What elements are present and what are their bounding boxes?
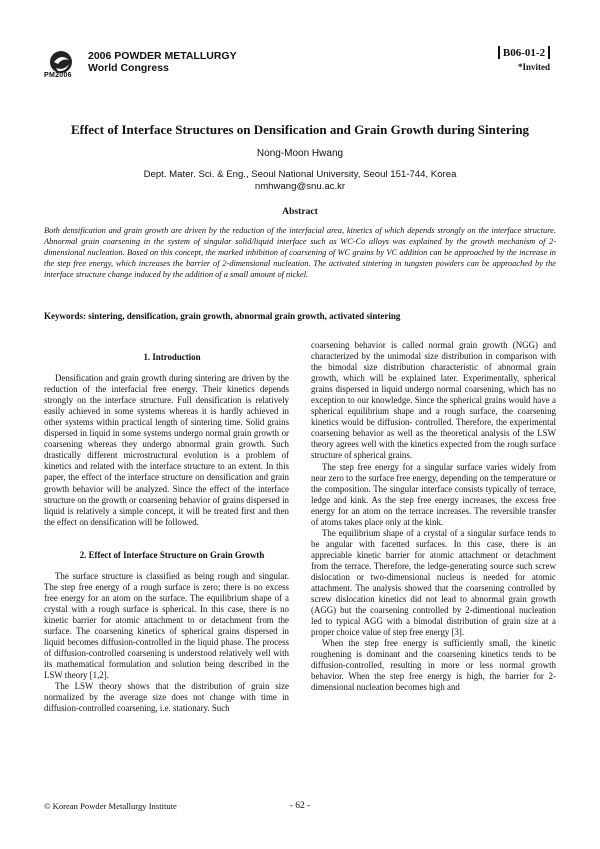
keywords: Keywords: sintering, densification, grain growth, abnormal grain growth, activated sintering xyxy=(44,311,401,321)
paper-code-text: B06-01-2 xyxy=(502,46,546,59)
code-bar-right xyxy=(548,46,550,59)
right-column xyxy=(311,340,556,694)
right-paragraph-2: The step free energy for a singular surface varies widely from near zero to the surface free energy, depending on the temperature or the composition. The singular interface consists typically of terrace, ledge and kink. As the step free energy increases, the excess free energy for an atom on the terrace increases. The reversible transfer of atoms takes place only at the kink. xyxy=(311,461,556,527)
right-paragraph-4: When the step free energy is sufficiently small, the kinetic roughening is dominant and the coarsening kinetics tends to be diffusion-controlled, resulting in more or less normal growth behavior. When the step free energy is high, the barrier for 2-dimensional nucleation becomes high and xyxy=(311,638,556,693)
author-email: nmhwang@snu.ac.kr xyxy=(254,181,346,192)
left-column xyxy=(44,340,289,714)
affiliation-block xyxy=(0,169,600,193)
section-heading-grain-growth: 2. Effect of Interface Structure on Grain Growth xyxy=(79,549,265,560)
author-name: Nong-Moon Hwang xyxy=(256,148,344,159)
intro-paragraph: Densification and grain growth during sintering are driven by the reduction of the interfacial free energy. Their kinetics depends strongly on the interface structure. Full densification is relatively easily achieved in some systems whereas it is hardly achieved in other systems within practical length of sintering time. Solid grains dispersed in liquid in some systems undergo normal grain growth or coarsening whereas they undergo abnormal grain growth. Such drastically different microstructural evolution is a problem of kinetics and related with the interface structure to an extent. In this paper, the effect of the interface structure on densification and grain growth behavior will be analyzed. Since the effect of the interface structure on the growth or coarsening behavior of grains dispersed in liquid is relatively a simple concept, it will be treated first and then the effect on densification will be followed. xyxy=(44,373,289,527)
conference-name: World Congress xyxy=(88,62,169,74)
footer-copyright: © Korean Powder Metallurgy Institute xyxy=(44,801,177,811)
abstract-text: Both densification and grain growth are driven by the reduction of the interfacial area, kinetics of which depends strongly on the interface structure. Abnormal grain coarsening in the system of singular solid/liquid interface such as WC-Co alloys was explained by the growth mechanism of 2-dimensional nucleation. Based on this concept, the marked inhibition of coarsening of WC grains by VC addition can be approached by the increase in the step free energy, which increases the barrier of 2-dimensional nucleation. The activated sintering in tungsten powders can be approached by the interface structure change induced by the addition of a small amount of nickel. xyxy=(44,226,556,279)
conference-title xyxy=(88,50,237,74)
invited-note: *Invited xyxy=(517,62,550,72)
section2-paragraph-1: The surface structure is classified as being rough and singular. The step free energy of a rough surface is zero; there is no excess free energy for an atom on the surface. The equilibrium shape of a crystal with a rough surface is spherical. In this case, there is no kinetic barrier for atomic attachment to or detachment from the surface. The coarsening kinetics of spherical grains dispersed in liquid becomes diffusion-controlled in the liquid phase. The process of diffusion-controlled coarsening is understood relatively well with its mathematical formulation and solution being described in the LSW theory [1,2]. xyxy=(44,570,289,681)
right-paragraph-1: coarsening behavior is called normal grain growth (NGG) and characterized by the unimodal size distribution in comparison with the bimodal size distribution characteristic of abnormal grain growth, which will be explained later. Experimentally, spherical grains dispersed in liquid undergo normal coarsening, which has no exception to our knowledge. Since the spherical grains would have a spherical equilibrium shape and a rough surface, the coarsening kinetics would be diffusion- controlled. Therefore, the experimental coarsening behavior as well as the theoretical analysis of the LSW theory agrees well with the kinetics expected from the rough surface structure of spherical grains. xyxy=(311,340,556,461)
section2-paragraph-2: The LSW theory shows that the distribution of grain size normalized by the average size does not change with time in diffusion-controlled coarsening, i.e. stationary. Such xyxy=(44,681,289,714)
logo-text: PM2006 xyxy=(44,72,72,79)
paper-code xyxy=(492,44,556,61)
affiliation: Dept. Mater. Sci. & Eng., Seoul National University, Seoul 151-744, Korea xyxy=(143,169,457,180)
page-number: - 62 - xyxy=(289,801,311,811)
conference-year-line: 2006 POWDER METALLURGY xyxy=(88,50,237,62)
abstract-heading: Abstract xyxy=(282,206,318,217)
section-heading-introduction: 1. Introduction xyxy=(143,352,201,362)
right-paragraph-3: The equilibrium shape of a crystal of a singular surface tends to be angular with facetted surfaces. In this case, there is an appreciable kinetic barrier for atomic attachment or detachment from the terrace. Therefore, the ledge-generating source such screw dislocation or two-dimensional nucleus is needed for atomic attachment. The analysis showed that the coarsening controlled by screw dislocation kinetics did not lead to abnormal grain growth (AGG) but the coarsening controlled by 2-dimentional nucleation led to typical AGG with a bimodal distribution of grain size at a proper choice value of step free energy [3]. xyxy=(311,527,556,638)
code-bar-left xyxy=(498,46,500,59)
paper-title: Effect of Interface Structures on Densification and Grain Growth during Sintering xyxy=(70,122,530,137)
